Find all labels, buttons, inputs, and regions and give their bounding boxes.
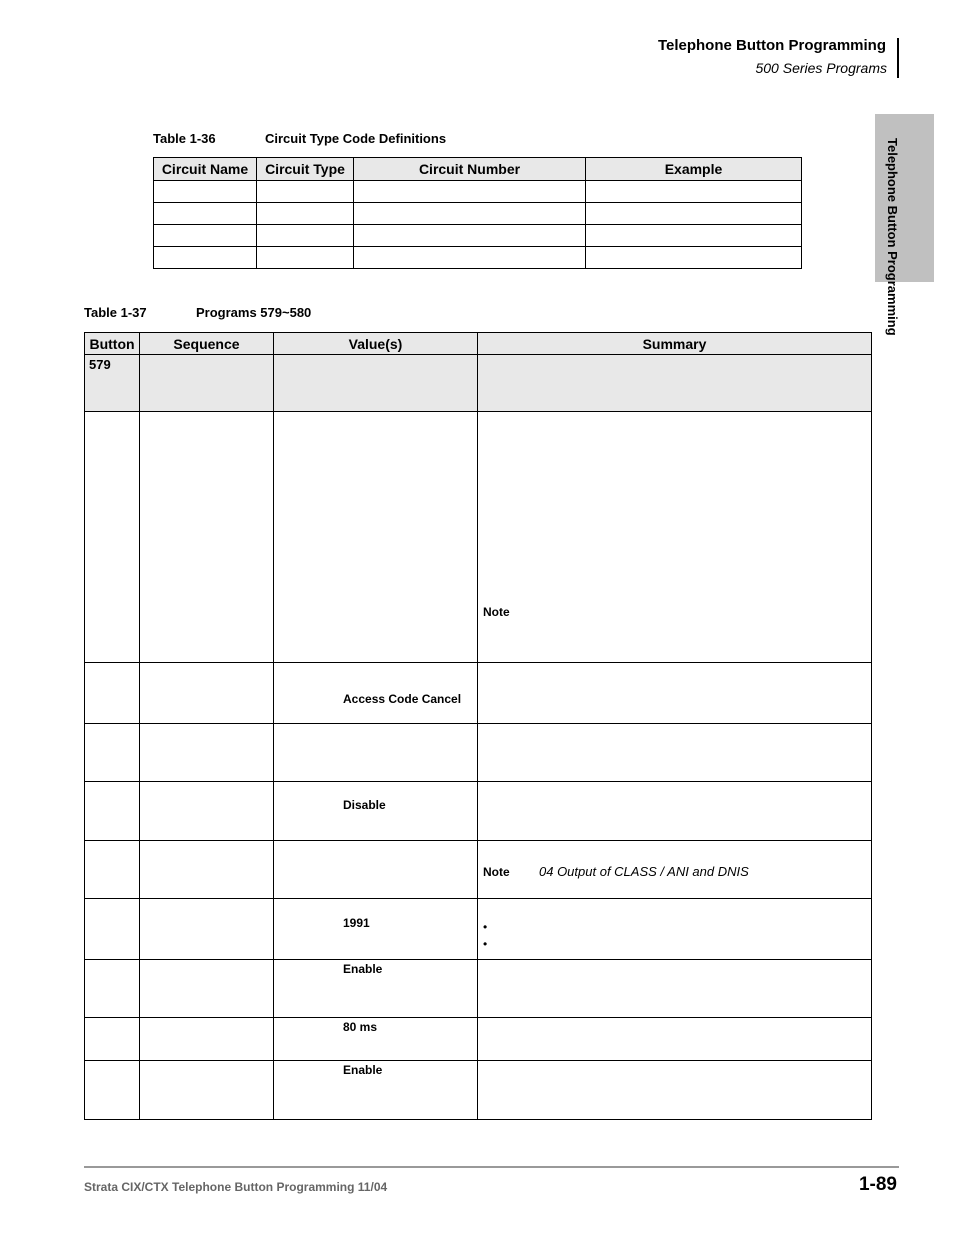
value-enable: Enable [343, 962, 383, 976]
table36-caption-title: Circuit Type Code Definitions [265, 131, 447, 146]
table-row [85, 412, 872, 663]
footer-divider [84, 1166, 899, 1168]
table-row [85, 1061, 872, 1120]
page-header-subtitle: 500 Series Programs [755, 60, 887, 76]
value-disable: Disable [343, 798, 386, 812]
value-access-code-cancel: Access Code Cancel [343, 692, 462, 706]
value-year: 1991 [343, 916, 370, 930]
table-row [85, 899, 872, 960]
note-label: Note [483, 865, 510, 879]
table37-caption-number: Table 1-37 [84, 305, 147, 320]
note-text: 04 Output of CLASS / ANI and DNIS [539, 864, 749, 879]
circuit-type-table [153, 157, 802, 269]
table36-caption-number: Table 1-36 [153, 131, 216, 146]
side-tab-label: Telephone Button Programming [885, 138, 900, 336]
header-divider [897, 38, 899, 78]
col-header-circuit-type: Circuit Type [257, 158, 354, 181]
program-row [85, 355, 872, 412]
programs-table [84, 332, 872, 1120]
note-label: Note [483, 605, 510, 619]
table-row [85, 1018, 872, 1061]
col-header-example: Example [586, 158, 802, 181]
table-row [154, 247, 802, 269]
table-row [85, 841, 872, 899]
bullet-item: • [483, 937, 488, 951]
page-number: 1-89 [858, 1174, 897, 1195]
table-header-row [85, 333, 872, 355]
col-header-values: Value(s) [274, 333, 478, 355]
table-row [154, 225, 802, 247]
table-row [85, 782, 872, 841]
value-enable: Enable [343, 1063, 383, 1077]
table-row [154, 203, 802, 225]
col-header-summary: Summary [478, 333, 872, 355]
table-row [85, 960, 872, 1018]
table37-caption-title: Programs 579~580 [196, 305, 312, 320]
bullet-item: • [483, 920, 488, 934]
table-row [85, 724, 872, 782]
col-header-button: Button [85, 333, 140, 355]
chapter-side-tab [875, 114, 934, 336]
table-row [85, 663, 872, 724]
program-number: 579 [89, 357, 111, 372]
footer-document-title: Strata CIX/CTX Telephone Button Programming 11/04 [84, 1180, 388, 1194]
page-header-title: Telephone Button Programming [657, 37, 886, 54]
col-header-circuit-name: Circuit Name [154, 158, 257, 181]
value-80ms: 80 ms [343, 1020, 378, 1034]
col-header-circuit-number: Circuit Number [354, 158, 586, 181]
table-row [154, 181, 802, 203]
col-header-sequence: Sequence [140, 333, 274, 355]
table-header-row [154, 158, 802, 181]
